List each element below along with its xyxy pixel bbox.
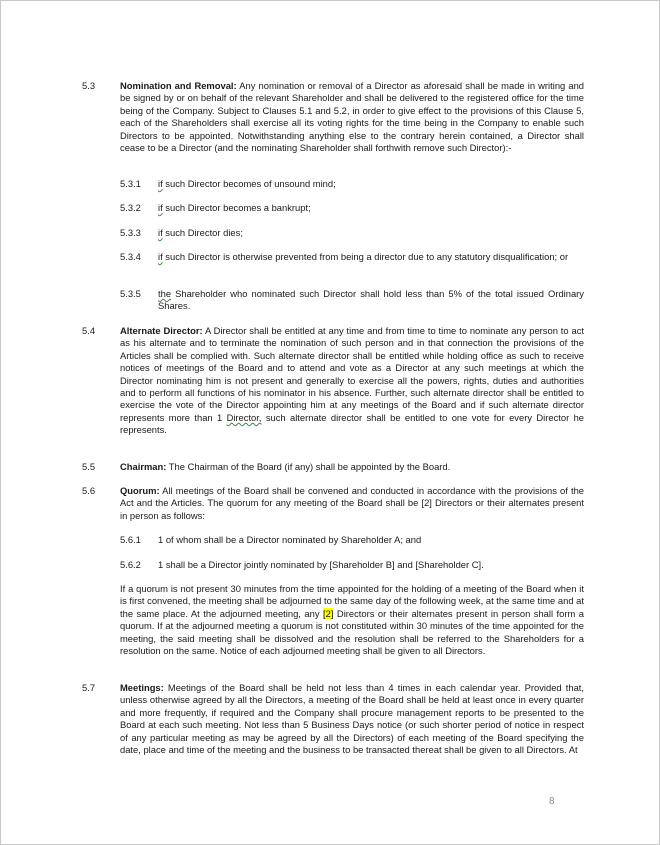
- subclause-number: 5.3.2: [120, 202, 141, 213]
- clause-number: 5.6: [82, 485, 96, 496]
- subclause-body: Shareholder who nominated such Director shall hold less than 5% of the total issued Ordinary Shares.: [158, 288, 584, 312]
- clause-body: Meetings of the Board shall be held not less than 4 times in each calendar year. Provided that, unless otherwise agreed by all the Directors, a meeting of the Board shall be held at least once in every quarter and more frequently, if required and the Company shall procure management reports to be presented to the Board at each such meeting. Not less than 5 Business Days notice (or such shorter period of notice in respect of any particular meeting as may be agreed by all the Directors) of each meeting of the Board specifying the date, place and time of the meeting and the business to be transacted thereat shall be given to all Directors. At: [120, 682, 584, 756]
- clause-body: Any nomination or removal of a Director as aforesaid shall be made in writing and be signed by or on behalf of the relevant Shareholder and shall be delivered to the registered office for the time being of the Company. Subject to Clauses 5.1 and 5.2, in order to give effect to the provisions of this Clause 5, each of the Shareholders shall exercise all its voting rights for the time being in the Company to enable such Directors to be appointed. Notwithstanding anything else to the contrary herein contained, a Director shall cease to be a Director (and the nominating Shareholder shall forthwith remove such Director):-: [120, 80, 584, 154]
- paragraph-body: If a quorum is not present 30 minutes from the time appointed for the holding of a meeting of the Board when it is first convened, the meeting shall be adjourned to the same day of the following week, at the same time and at the same place. At the adjourned meeting, any: [120, 583, 584, 619]
- subclause-text: [158, 227, 584, 239]
- clause-title: Quorum:: [120, 485, 160, 496]
- subclause-lead: if: [158, 251, 163, 262]
- subclause-text: [158, 178, 584, 190]
- clause-body-flagged: Director,: [226, 411, 262, 423]
- subclause-lead: if: [158, 178, 163, 189]
- clause-5-7-text: [120, 682, 584, 756]
- subclause-body: such Director becomes of unsound mind;: [162, 178, 336, 189]
- subclause-number: 5.3.3: [120, 227, 141, 238]
- subclause-number: 5.3.4: [120, 251, 141, 262]
- subclause-body: such Director dies;: [162, 227, 243, 238]
- clause-number: 5.5: [82, 461, 96, 472]
- subclause-text: [158, 251, 584, 263]
- quorum-paragraph: [120, 583, 584, 657]
- subclause-number: 5.3.5: [120, 288, 141, 299]
- subclause-body: such Director becomes a bankrupt;: [162, 202, 311, 213]
- clause-5-6-text: [120, 485, 584, 522]
- clause-title: Nomination and Removal:: [120, 80, 237, 91]
- subclause-body: such Director is otherwise prevented from being a director due to any statutory disqualification; or: [162, 251, 569, 262]
- subclause-lead: if: [158, 202, 163, 213]
- clause-body: The Chairman of the Board (if any) shall be appointed by the Board.: [166, 461, 451, 472]
- clause-body: All meetings of the Board shall be convened and conducted in accordance with the provisions of the Act and the Articles. The quorum for any meeting of the Board shall be [2] Directors or their alternates present in person as follows:: [120, 485, 584, 521]
- clause-5-5-text: [120, 461, 584, 473]
- subclause-lead: the: [158, 288, 172, 299]
- subclause-number: 5.3.1: [120, 178, 141, 189]
- clause-number: 5.7: [82, 682, 96, 693]
- subclause-number: 5.6.2: [120, 559, 141, 570]
- subclause-text: [158, 288, 584, 313]
- subclause-lead: if: [158, 227, 163, 238]
- clause-number: 5.4: [82, 325, 96, 336]
- clause-body: such alternate director shall be entitled to one vote for every Director he represents.: [120, 411, 584, 436]
- clause-5-3-text: [120, 80, 584, 154]
- subclause-number: 5.6.1: [120, 534, 141, 545]
- clause-body: A Director shall be entitled at any time and from time to time to nominate any person to act as his alternate and to terminate the nomination of such person and in that connection the provisions of the Articles shall be complied with. Such alternate director shall be entitled while holding office as such to receive notices of meetings of the Board and to attend and vote as a Director at any such meetings at which the Director nominating him is not present and generally to exercise all the powers, rights, duties and authorities and to perform all functions of his nominator in his absence. Further, such alternate director shall be entitled to exercise the vote of the Director appointing him at any meetings of the Board and if such alternate director represents more than 1: [120, 325, 585, 423]
- clause-title: Alternate Director:: [120, 325, 203, 336]
- subclause-text: [158, 202, 584, 214]
- subclause-text: 1 of whom shall be a Director nominated by Shareholder A; and: [158, 534, 422, 545]
- page-number: 8: [549, 796, 555, 807]
- clause-title: Meetings:: [120, 682, 164, 693]
- subclause-text: 1 shall be a Director jointly nominated by [Shareholder B] and [Shareholder C].: [158, 559, 484, 570]
- clause-title: Chairman:: [120, 461, 167, 472]
- highlighted-text: [2]: [323, 607, 334, 619]
- paragraph-body: Directors or their alternates present in person shall form a quorum. If at the adjourned meeting a quorum is not constituted within 30 minutes of the time appointed for the meeting, the said meeting shall be dissolved and the resolution shall be referred to the Shareholders for a resolution on the same. Notice of each adjourned meeting shall be given to all Directors.: [120, 607, 584, 657]
- clause-5-4-text: [120, 325, 584, 437]
- clause-number: 5.3: [82, 80, 96, 91]
